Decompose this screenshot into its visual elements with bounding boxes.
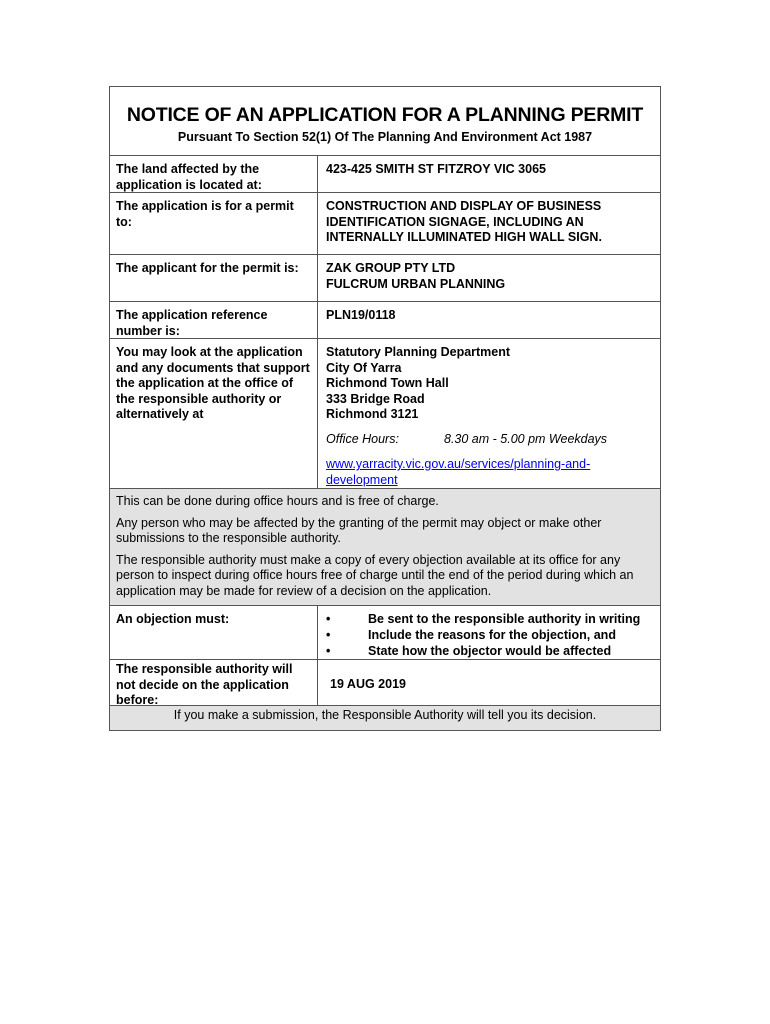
land-label: The land affected by the application is located at: xyxy=(110,156,318,192)
objection-label: An objection must: xyxy=(110,606,318,659)
decision-row xyxy=(110,660,660,706)
inspect-value xyxy=(318,339,660,488)
reference-row xyxy=(110,302,660,339)
land-row xyxy=(110,156,660,193)
address-line: 333 Bridge Road xyxy=(326,391,425,406)
address-line: Statutory Planning Department xyxy=(326,345,511,359)
address-line: Richmond 3121 xyxy=(326,407,419,421)
info-paragraph: The responsible authority must make a copy of every objection available at its office for any person to inspect during office hours free of charge until the end of the period during which an application may be made for review of a decision on the application. xyxy=(116,552,634,598)
planning-permit-notice xyxy=(109,86,661,731)
applicant-agent: FULCRUM URBAN PLANNING xyxy=(326,276,506,291)
council-planning-link[interactable]: www.yarracity.vic.gov.au/services/planning-and-development xyxy=(326,457,591,487)
inspect-label: You may look at the application and any documents that support the application at the office of the responsible authority or alternatively at xyxy=(110,339,318,488)
application-value: CONSTRUCTION AND DISPLAY OF BUSINESS IDENTIFICATION SIGNAGE, INCLUDING AN INTERNALLY ILLUMINATED HIGH WALL SIGN. xyxy=(326,199,602,244)
office-hours-label: Office Hours: xyxy=(326,431,399,446)
bullet-icon: • xyxy=(326,644,331,658)
application-row xyxy=(110,193,660,255)
applicant-label: The applicant for the permit is: xyxy=(110,255,318,301)
application-label: The application is for a permit to: xyxy=(110,193,318,254)
footer-note: If you make a submission, the Responsible Authority will tell you its decision. xyxy=(110,706,660,730)
objection-row xyxy=(110,606,660,660)
reference-value: PLN19/0118 xyxy=(326,308,396,322)
list-item: • Be sent to the responsible authority in writing xyxy=(326,612,641,626)
applicant-row xyxy=(110,255,660,302)
list-item: • Include the reasons for the objection, and xyxy=(326,628,616,642)
list-item: • State how the objector would be affected xyxy=(326,644,612,658)
office-hours xyxy=(326,432,654,448)
reference-label: The application reference number is: xyxy=(110,302,318,338)
bullet-icon: • xyxy=(326,628,331,642)
info-paragraph: Any person who may be affected by the granting of the permit may object or make other submissions to the responsible authority. xyxy=(116,515,602,545)
objection-requirements xyxy=(318,606,660,659)
decision-label: The responsible authority will not decide on the application before: xyxy=(110,660,318,705)
information-panel xyxy=(110,489,660,606)
address-line: Richmond Town Hall xyxy=(326,376,449,390)
office-hours-value: 8.30 am - 5.00 pm Weekdays xyxy=(444,431,608,446)
notice-title: NOTICE OF AN APPLICATION FOR A PLANNING PERMIT xyxy=(126,104,644,126)
notice-subtitle: Pursuant To Section 52(1) Of The Planning And Environment Act 1987 xyxy=(177,130,593,144)
land-value: 423-425 SMITH ST FITZROY VIC 3065 xyxy=(326,162,546,176)
inspect-row xyxy=(110,339,660,489)
info-paragraph: This can be done during office hours and is free of charge. xyxy=(116,494,439,508)
notice-header xyxy=(110,87,660,156)
objection-list xyxy=(324,611,654,659)
applicant-value xyxy=(318,255,660,301)
address-line: City Of Yarra xyxy=(326,360,402,375)
bullet-icon: • xyxy=(326,612,331,626)
decision-date: 19 AUG 2019 xyxy=(330,677,406,691)
applicant-name: ZAK GROUP PTY LTD xyxy=(326,261,456,275)
